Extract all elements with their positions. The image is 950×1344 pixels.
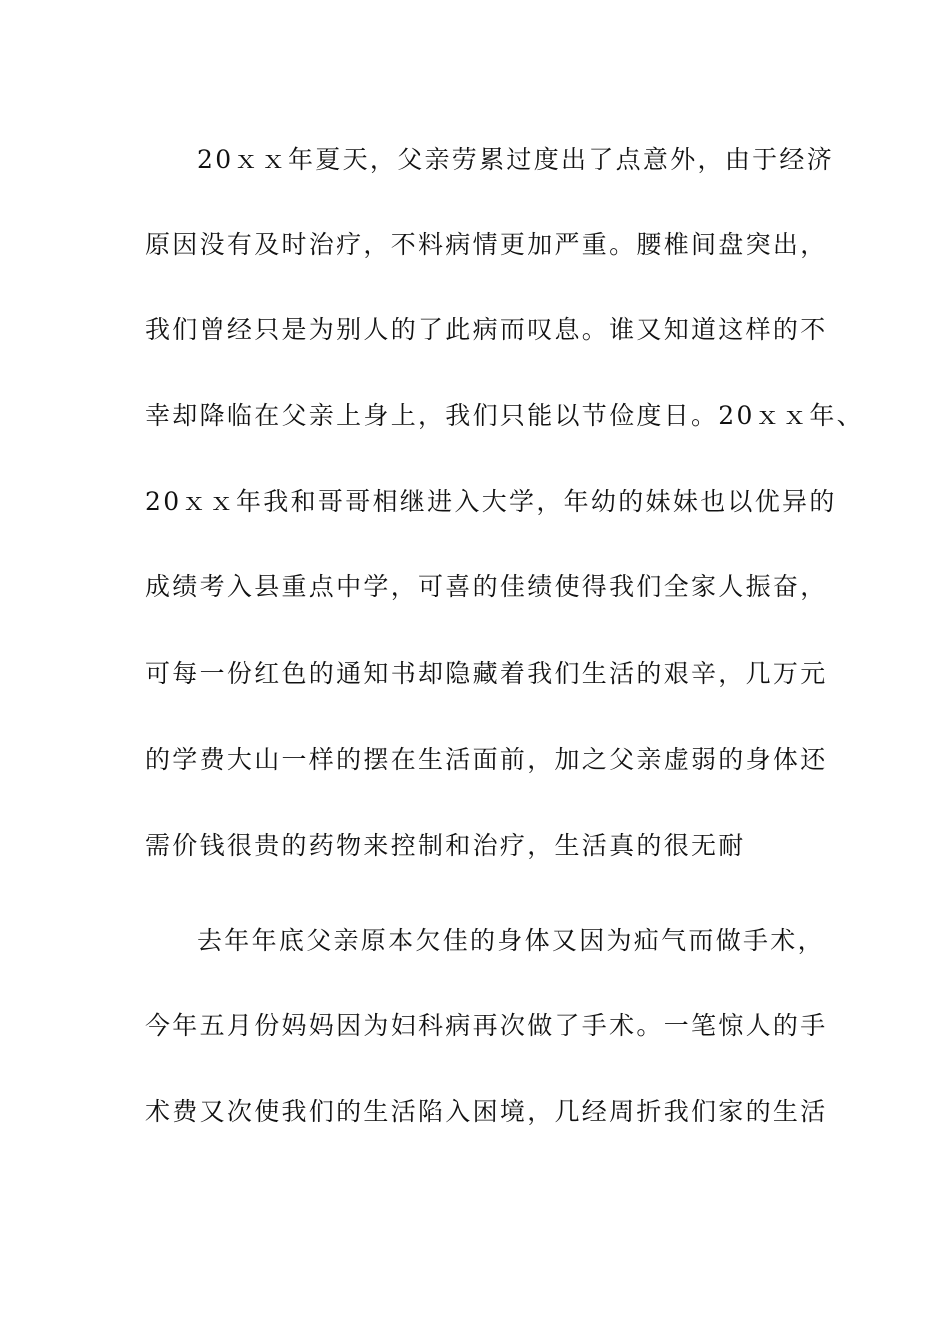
text-line: 原因没有及时治疗，不料病情更加严重。腰椎间盘突出， [145, 230, 828, 259]
text-line: 成绩考入县重点中学，可喜的佳绩使得我们全家人振奋， [145, 572, 828, 601]
text-line: 术费又次使我们的生活陷入困境，几经周折我们家的生活 [145, 1097, 828, 1126]
text-line: 20ｘｘ年夏天，父亲劳累过度出了点意外，由于经济 [197, 145, 835, 174]
text-line: 去年年底父亲原本欠佳的身体又因为疝气而做手术， [197, 926, 825, 955]
text-line: 今年五月份妈妈因为妇科病再次做了手术。一笔惊人的手 [145, 1011, 828, 1040]
text-line: 20ｘｘ年我和哥哥相继进入大学，年幼的妹妹也以优异的 [145, 487, 837, 516]
text-line: 需价钱很贵的药物来控制和治疗，生活真的很无耐 [145, 831, 746, 860]
text-line: 的学费大山一样的摆在生活面前，加之父亲虚弱的身体还 [145, 745, 828, 774]
text-line: 可每一份红色的通知书却隐藏着我们生活的艰辛，几万元 [145, 659, 828, 688]
text-line: 我们曾经只是为别人的了此病而叹息。谁又知道这样的不 [145, 315, 828, 344]
text-line: 幸却降临在父亲上身上，我们只能以节俭度日。20ｘｘ年、 [145, 401, 864, 430]
